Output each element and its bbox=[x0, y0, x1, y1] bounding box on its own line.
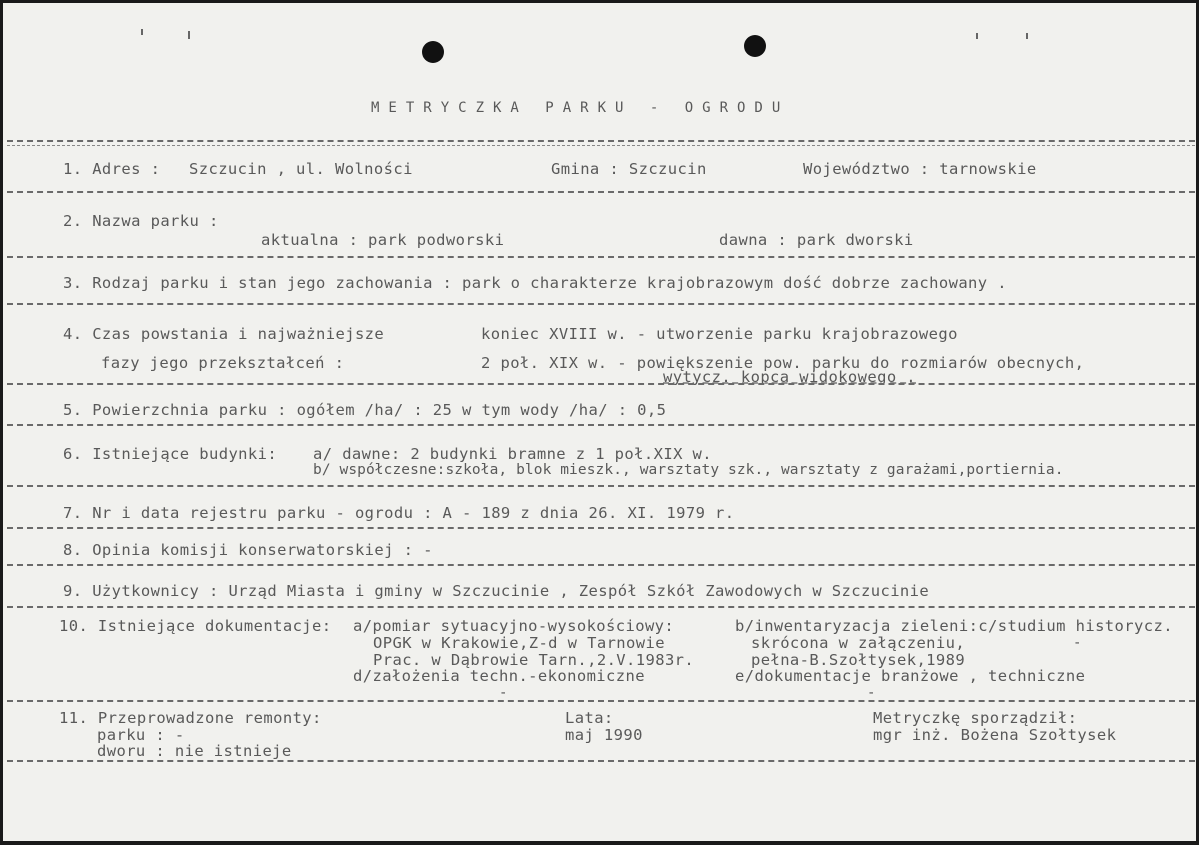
doc-history-dash: - bbox=[1073, 635, 1082, 651]
buildings-old: a/ dawne: 2 budynki bramne z 1 poł.XIX w. bbox=[313, 445, 713, 463]
doc-survey-org: OPGK w Krakowie,Z-d w Tarnowie bbox=[373, 634, 665, 652]
years-value: maj 1990 bbox=[565, 726, 643, 744]
scan-mark bbox=[188, 31, 190, 39]
divider bbox=[7, 564, 1195, 566]
doc-technical-economic: d/założenia techn.-ekonomiczne bbox=[353, 667, 645, 685]
years-label: Lata: bbox=[565, 709, 614, 727]
divider bbox=[7, 191, 1195, 193]
scan-mark bbox=[1026, 33, 1028, 39]
divider bbox=[7, 527, 1195, 529]
divider bbox=[7, 383, 1195, 385]
history-phase-1: koniec XVIII w. - utworzenie parku krajobrazowego bbox=[481, 325, 958, 343]
divider bbox=[7, 140, 1195, 142]
document-card bbox=[3, 3, 1196, 841]
divider bbox=[7, 303, 1195, 305]
punch-hole-left bbox=[422, 41, 444, 63]
doc-inventory-short: skrócona w załączeniu, bbox=[751, 634, 966, 652]
park-name-former: dawna : park dworski bbox=[719, 231, 914, 249]
wojewodztwo-field: Województwo : tarnowskie bbox=[803, 160, 1037, 178]
history-phase-2-cont: wytycz. kopca widokowego . bbox=[663, 368, 917, 386]
commission-opinion-line: 8. Opinia komisji konserwatorskiej : - bbox=[63, 541, 433, 559]
history-phase-2: 2 poł. XIX w. - powiększenie pow. parku do rozmiarów obecnych, bbox=[481, 354, 1085, 372]
divider bbox=[7, 424, 1195, 426]
doc-branch: e/dokumentacje branżowe , techniczne bbox=[735, 667, 1086, 685]
author-label: Metryczkę sporządził: bbox=[873, 709, 1078, 727]
divider bbox=[7, 485, 1195, 487]
document-title: METRYCZKA PARKU - OGRODU bbox=[371, 100, 790, 116]
address-label: 1. Adres : bbox=[63, 160, 161, 178]
divider bbox=[7, 700, 1195, 702]
documentation-label: 10. Istniejące dokumentacje: bbox=[59, 617, 332, 635]
divider bbox=[7, 145, 1195, 146]
repairs-park: parku : - bbox=[97, 726, 185, 744]
scan-mark bbox=[976, 33, 978, 39]
park-name-label: 2. Nazwa parku : bbox=[63, 212, 219, 230]
address-value: Szczucin , ul. Wolności bbox=[189, 160, 413, 178]
buildings-new: b/ współczesne:szkoła, blok mieszk., warsztaty szk., warsztaty z garażami,portiernia. bbox=[313, 462, 1064, 478]
doc-inventory: b/inwentaryzacja zieleni:c/studium historycz. bbox=[735, 617, 1173, 635]
divider bbox=[7, 256, 1195, 258]
repairs-manor: dworu : nie istnieje bbox=[97, 742, 292, 760]
doc-survey-date: Prac. w Dąbrowie Tarn.,2.V.1983r. bbox=[373, 651, 695, 669]
divider bbox=[7, 606, 1195, 608]
doc-survey: a/pomiar sytuacyjno-wysokościowy: bbox=[353, 617, 675, 635]
divider bbox=[7, 760, 1195, 762]
buildings-label: 6. Istniejące budynki: bbox=[63, 445, 278, 463]
scan-mark bbox=[141, 29, 143, 35]
park-name-current: aktualna : park podworski bbox=[261, 231, 505, 249]
author-name: mgr inż. Bożena Szołtysek bbox=[873, 726, 1117, 744]
park-type-line: 3. Rodzaj parku i stan jego zachowania : park o charakterze krajobrazowym dość dobrze zachowany . bbox=[63, 274, 1007, 292]
doc-inventory-full: pełna-B.Szołtysek,1989 bbox=[751, 651, 966, 669]
area-line: 5. Powierzchnia parku : ogółem /ha/ : 25 w tym wody /ha/ : 0,5 bbox=[63, 401, 667, 419]
history-label-1: 4. Czas powstania i najważniejsze bbox=[63, 325, 385, 343]
punch-hole-right bbox=[744, 35, 766, 57]
history-label-2: fazy jego przekształceń : bbox=[101, 354, 345, 372]
doc-technical-economic-dash: - bbox=[499, 685, 508, 701]
gmina-field: Gmina : Szczucin bbox=[551, 160, 707, 178]
registry-line: 7. Nr i data rejestru parku - ogrodu : A - 189 z dnia 26. XI. 1979 r. bbox=[63, 504, 735, 522]
users-line: 9. Użytkownicy : Urząd Miasta i gminy w Szczucinie , Zespół Szkół Zawodowych w Szczucinie bbox=[63, 582, 930, 600]
repairs-label: 11. Przeprowadzone remonty: bbox=[59, 709, 322, 727]
doc-branch-dash: - bbox=[867, 685, 876, 701]
